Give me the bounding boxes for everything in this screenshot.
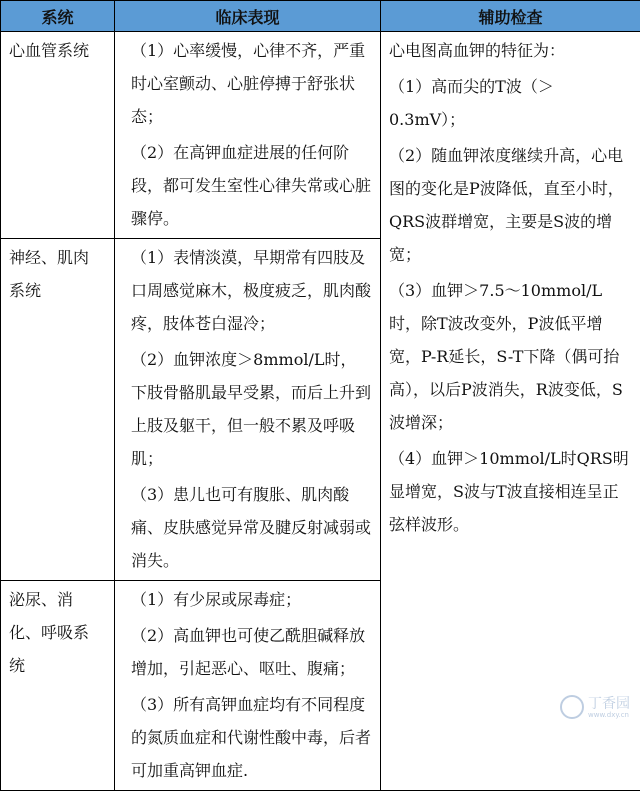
system-cell: 泌尿、消化、呼吸系统 bbox=[1, 581, 115, 791]
clinical-item: （2）高血钾也可使乙酰胆碱释放增加，引起恶心、呕吐、腹痛； bbox=[131, 619, 372, 685]
watermark bbox=[560, 693, 630, 725]
watermark-url: www.dxy.cn bbox=[588, 711, 629, 719]
aux-item: 心电图高血钾的特征为： bbox=[389, 34, 630, 67]
header-system: 系统 bbox=[1, 1, 115, 32]
clinical-item: （1）表情淡漠，早期常有四肢及口周感觉麻木，极度疲乏，肌肉酸疼，肢体苍白湿冷； bbox=[131, 241, 372, 340]
clinical-item: （1）心率缓慢，心律不齐，严重时心室颤动、心脏停搏于舒张状态； bbox=[131, 34, 372, 133]
aux-item: （3）血钾＞7.5～10mmol/L时，除T波改变外，P波低平增宽，P-R延长，S-T下降（偶可抬高），以后P波消失，R波变低，S波增深； bbox=[389, 274, 630, 439]
clinical-cell bbox=[115, 32, 381, 239]
clinical-item: （2）血钾浓度＞8mmol/L时，下肢骨骼肌最早受累，而后上升到上肢及躯干，但一般不累及呼吸肌； bbox=[131, 343, 372, 475]
clinical-item: （3）患儿也可有腹胀、肌肉酸痛、皮肤感觉异常及腱反射减弱或消失。 bbox=[131, 478, 372, 577]
header-aux: 辅助检查 bbox=[381, 1, 640, 32]
aux-item: （4）血钾＞10mmol/L时QRS明显增宽，S波与T波直接相连呈正弦样波形。 bbox=[389, 442, 630, 541]
clinical-item: （1）有少尿或尿毒症； bbox=[131, 583, 372, 616]
dxy-logo-icon bbox=[560, 695, 584, 719]
aux-item: （2）随血钾浓度继续升高，心电图的变化是P波降低，直至小时，QRS波群增宽，主要是S波的增宽； bbox=[389, 139, 630, 271]
table-row bbox=[1, 32, 640, 239]
aux-cell bbox=[381, 32, 640, 791]
clinical-cell bbox=[115, 239, 381, 581]
watermark-text: 丁香园 bbox=[588, 693, 630, 713]
clinical-item: （3）所有高钾血症均有不同程度的氮质血症和代谢性酸中毒，后者可加重高钾血症. bbox=[131, 688, 372, 787]
system-cell: 心血管系统 bbox=[1, 32, 115, 239]
aux-item: （1）高而尖的T波（＞0.3mV）； bbox=[389, 70, 630, 136]
header-row bbox=[1, 1, 640, 32]
clinical-item: （2）在高钾血症进展的任何阶段，都可发生室性心律失常或心脏骤停。 bbox=[131, 136, 372, 235]
system-cell: 神经、肌肉系统 bbox=[1, 239, 115, 581]
header-clinical: 临床表现 bbox=[115, 1, 381, 32]
clinical-cell bbox=[115, 581, 381, 791]
